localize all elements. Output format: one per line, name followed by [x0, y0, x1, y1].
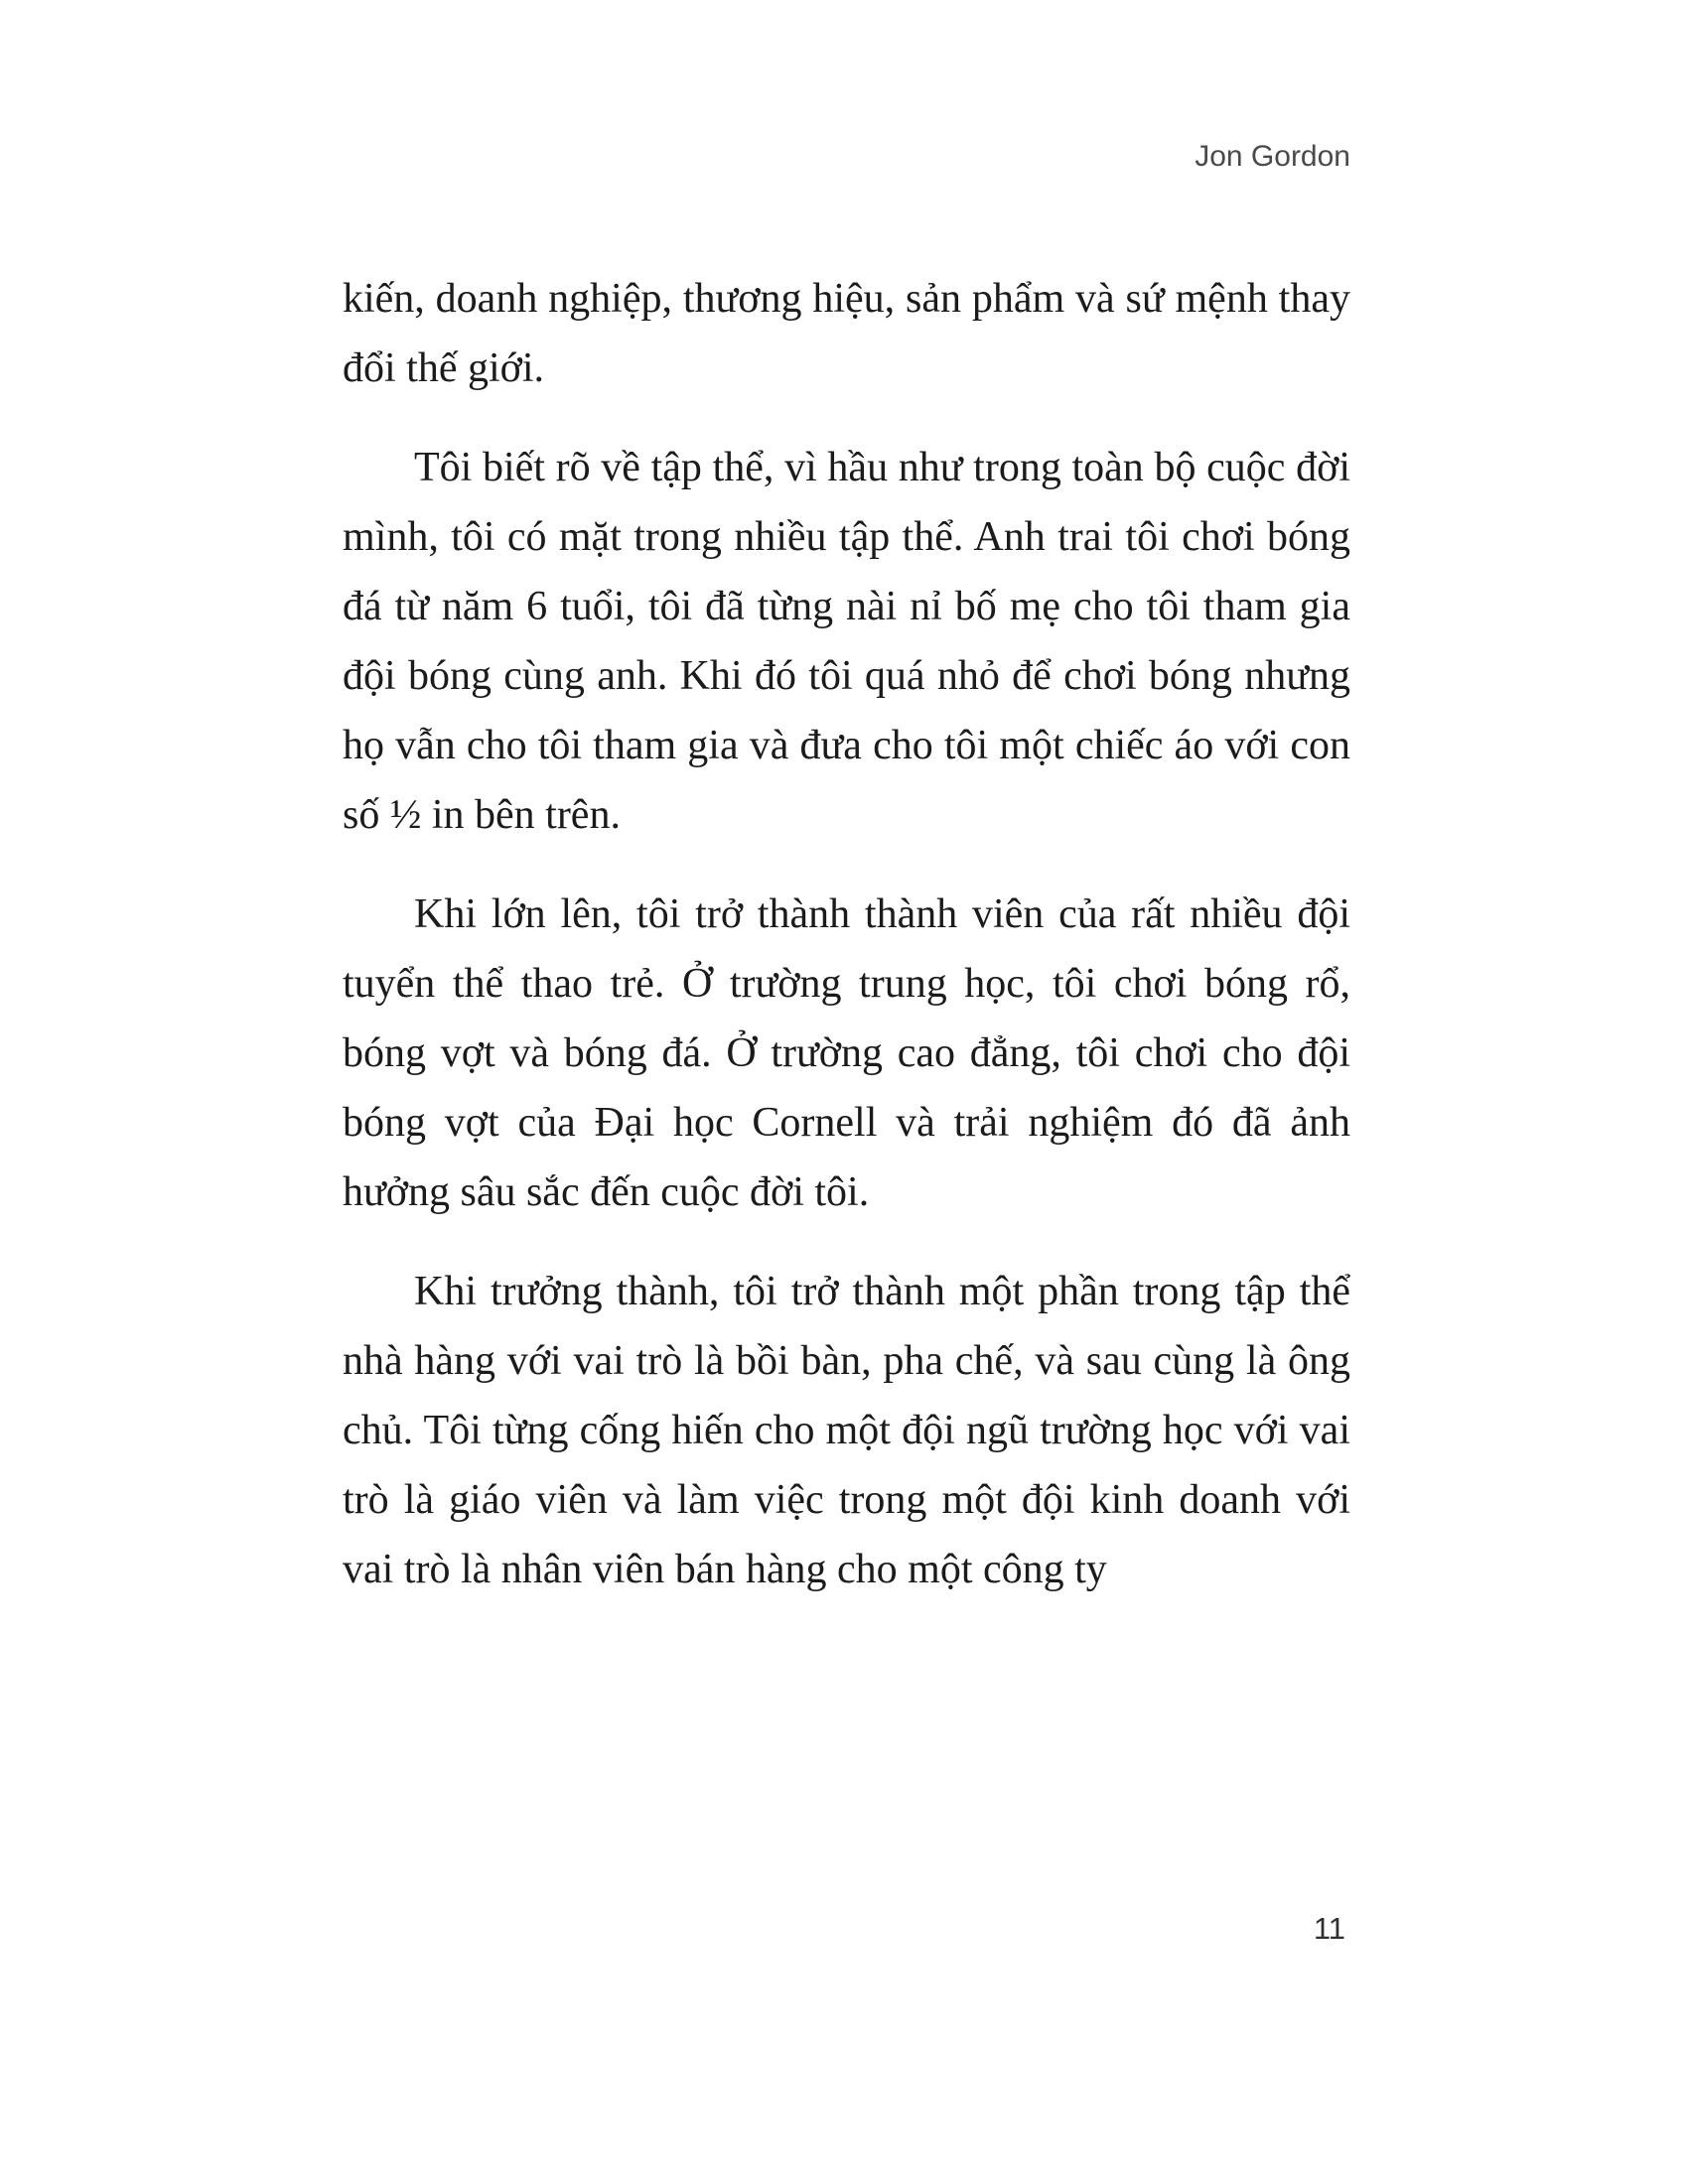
paragraph: Tôi biết rõ về tập thể, vì hầu như trong toàn bộ cuộc đời mình, tôi có mặt trong nhiều tập thể. Anh trai tôi chơi bóng đá từ năm 6 tuổi, tôi đã từng nài nỉ bố mẹ cho tôi tham gia đội bóng cùng anh. Khi đó tôi quá nhỏ để chơi bóng nhưng họ vẫn cho tôi tham gia và đưa cho tôi một chiếc áo với con số ½ in bên trên. — [343, 445, 1350, 838]
running-header: Jon Gordon — [1195, 140, 1350, 173]
body-text — [343, 264, 1350, 1604]
paragraph: kiến, doanh nghiệp, thương hiệu, sản phẩm và sứ mệnh thay đổi thế giới. — [343, 276, 1350, 391]
text-block — [343, 139, 1350, 1634]
paragraph: Khi lớn lên, tôi trở thành thành viên của rất nhiều đội tuyển thể thao trẻ. Ở trường trung học, tôi chơi bóng rổ, bóng vợt và bóng đá. Ở trường cao đẳng, tôi chơi cho đội bóng vợt của Đại học Cornell và trải nghiệm đó đã ảnh hưởng sâu sắc đến cuộc đời tôi. — [343, 891, 1350, 1215]
paragraph: Khi trưởng thành, tôi trở thành một phần trong tập thể nhà hàng với vai trò là bồi bàn, pha chế, và sau cùng là ông chủ. Tôi từng cống hiến cho một đội ngũ trường học với vai trò là giáo viên và làm việc trong một đội kinh doanh với vai trò là nhân viên bán hàng cho một công ty — [343, 1269, 1350, 1592]
page-number: 11 — [1313, 1911, 1345, 1946]
